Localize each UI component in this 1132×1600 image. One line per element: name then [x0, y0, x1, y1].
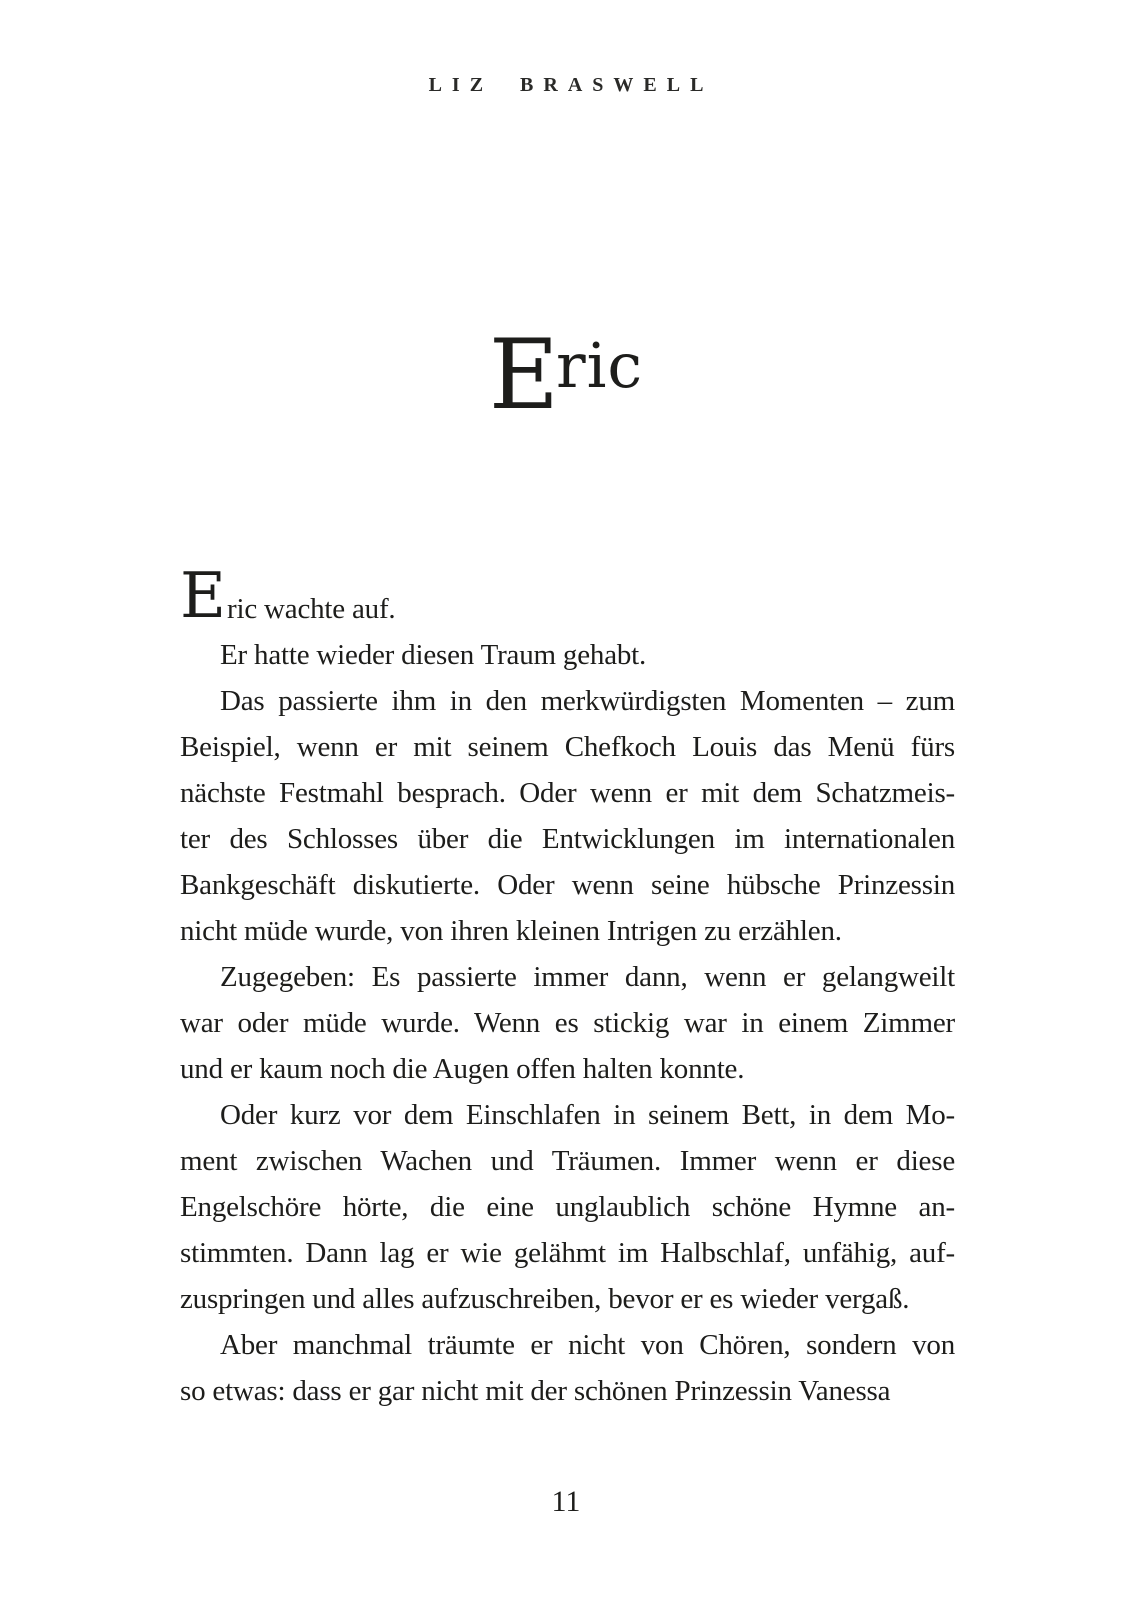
- text-line: nicht müde wurde, von ihren kleinen Intrigen zu erzählen.: [180, 915, 842, 947]
- text-line: Er hatte wieder diesen Traum gehabt.: [220, 639, 647, 671]
- text-line: Oder kurz vor dem Einschlafen in seinem Bett, in dem Mo-: [220, 1099, 955, 1131]
- text-line: Das passierte ihm in den merkwürdigsten Momenten – zum: [220, 685, 955, 717]
- chapter-title-initial: E: [488, 319, 559, 431]
- text-line: stimmten. Dann lag er wie gelähmt im Halbschlaf, unfähig, auf-: [180, 1237, 955, 1269]
- chapter-title-rest: ric: [555, 329, 644, 402]
- chapter-title: [0, 319, 1132, 445]
- paragraph: [180, 559, 955, 632]
- text-line: Aber manchmal träumte er nicht von Chören, sondern von: [220, 1329, 955, 1361]
- page-number: 11: [551, 1485, 581, 1518]
- paragraph: [180, 954, 955, 1092]
- drop-cap: E: [180, 559, 226, 632]
- paragraph: [180, 632, 955, 678]
- paragraph: [180, 1322, 955, 1414]
- text-line: nächste Festmahl besprach. Oder wenn er mit dem Schatzmeis-: [180, 777, 955, 809]
- running-header: LIZ BRASWELL: [428, 74, 714, 96]
- text-line: ment zwischen Wachen und Träumen. Immer wenn er diese: [180, 1145, 955, 1177]
- text-line: ric wachte auf.: [227, 593, 396, 625]
- text-line: ter des Schlosses über die Entwicklungen im internationalen: [180, 823, 955, 855]
- text-line: Bankgeschäft diskutierte. Oder wenn seine hübsche Prinzessin: [180, 869, 955, 901]
- text-line: Engelschöre hörte, die eine unglaublich schöne Hymne an-: [180, 1191, 955, 1223]
- text-line: so etwas: dass er gar nicht mit der schönen Prinzessin Vanessa: [180, 1375, 891, 1407]
- text-line: war oder müde wurde. Wenn es stickig war in einem Zimmer: [180, 1007, 955, 1039]
- paragraph: [180, 1092, 955, 1322]
- text-line: Zugegeben: Es passierte immer dann, wenn er gelangweilt: [220, 961, 955, 993]
- text-line: zuspringen und alles aufzuschreiben, bevor er es wieder vergaß.: [180, 1283, 910, 1315]
- paragraph: [180, 678, 955, 954]
- text-line: Beispiel, wenn er mit seinem Chefkoch Louis das Menü fürs: [180, 731, 955, 763]
- body-text: [180, 559, 955, 1414]
- text-line: und er kaum noch die Augen offen halten konnte.: [180, 1053, 745, 1085]
